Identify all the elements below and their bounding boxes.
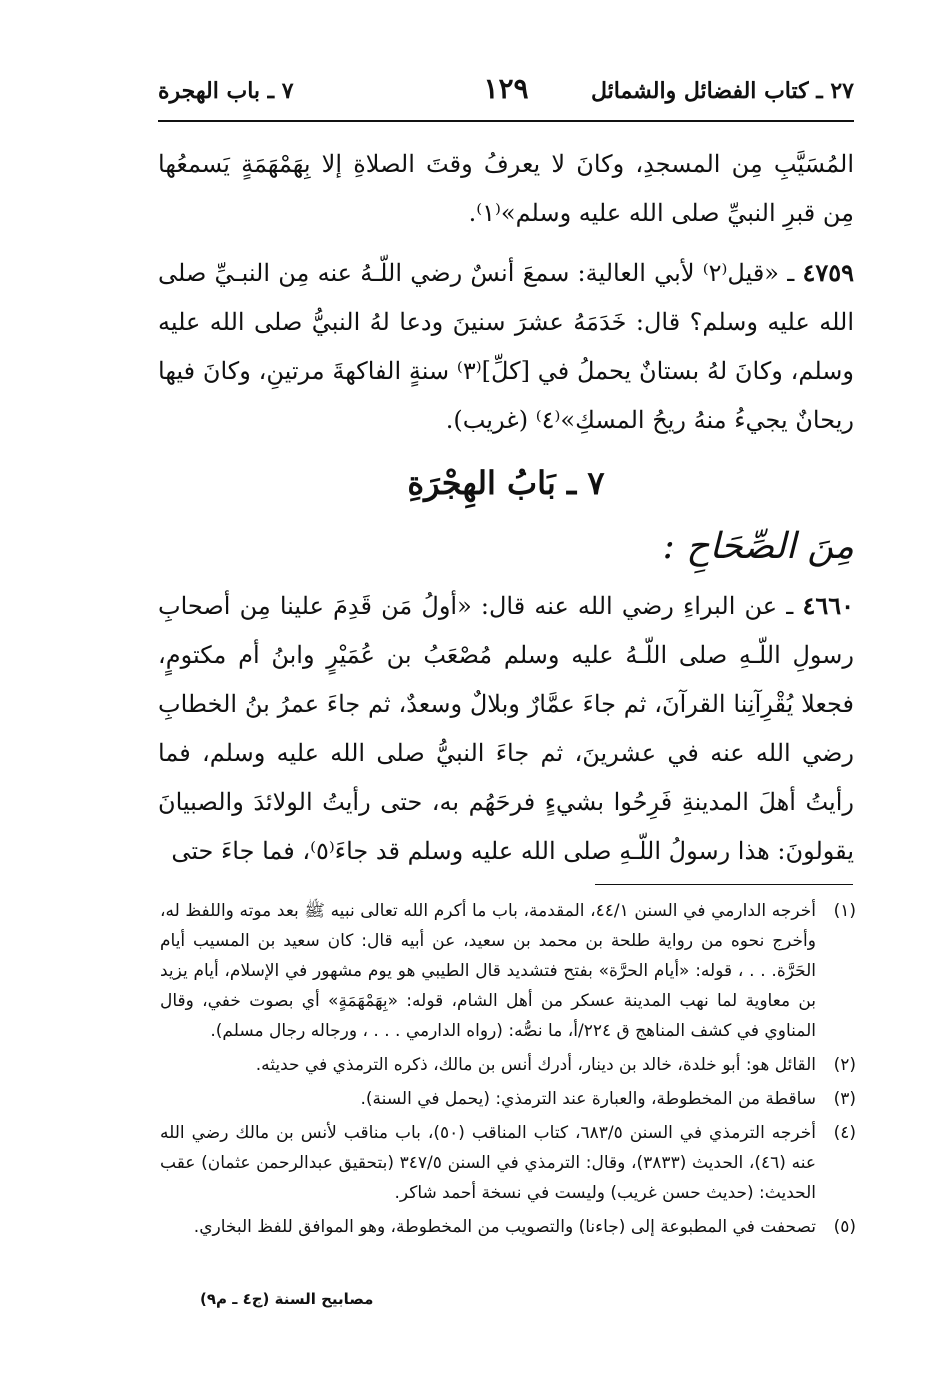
header-chapter-title: ٧ ـ باب الهجرة (158, 78, 294, 104)
footnote (160, 896, 856, 1046)
hadith-4759 (158, 248, 854, 445)
footnote-number: (٤) (833, 1123, 856, 1143)
footnote-text: أخرجه الترمذي في السنن ٦٨٣/٥، كتاب المناقب (٥٠)، باب مناقب لأنس بن مالك رضي الله عنه (٤٦)، الحديث (٣٨٣٣)، وقال: الترمذي في السنن ٣٤٧/٥ (بتحقيق عبدالرحمن عثمان) عقب الحديث: (حديث حسن غريب) وليست في نسخة أحمد شاكر. (160, 1123, 816, 1203)
footnote-number: (٢) (833, 1055, 856, 1075)
footnote (160, 1212, 856, 1242)
footnote-text: القائل هو: أبو خلدة، خالد بن دينار، أدرك أنس بن مالك، ذكره الترمذي في حديثه. (255, 1055, 816, 1075)
hadith-number: ٤٧٥٩ (802, 258, 854, 287)
footnote (160, 1118, 856, 1208)
hadith-text: ـ «قيل⁽٢⁾ لأبي العالية: سمعَ أنسٌ رضي اللّـهُ عنه مِن النبـيِّ صلى الله عليه وسلم؟ قال: خَدَمَهُ عشرَ سنينَ ودعا لهُ النبيُّ صلى الله عليه وسلم، وكانَ لهُ بستانٌ يحملُ في [كلِّ]⁽٣⁾ سنةٍ الفاكهةَ مرتينِ، وكانَ فيها ريحانٌ يجيءُ منهُ ريحُ المسكِ»⁽٤⁾ (غريب). (158, 259, 855, 434)
footnote-number: (٣) (833, 1089, 856, 1109)
footnote-number: (٥) (833, 1217, 856, 1237)
main-text (158, 140, 854, 876)
footnote-number: (١) (833, 901, 856, 921)
chapter-heading: ٧ ـ بَابُ الهِجْرَةِ (407, 464, 605, 502)
header-divider (158, 120, 854, 122)
footnote (160, 1084, 856, 1114)
hadith-text: ـ عن البراءِ رضي الله عنه قال: «أولُ مَن قَدِمَ علينا مِن أصحابِ رسولِ اللّـهِ صلى اللّـهُ عليه وسلم مُصْعَبُ بن عُمَيْرٍ وابنُ أم مكتومٍ، فجعلا يُقْرِآنِنا القرآنَ، ثم جاءَ عمَّارٌ وبلالٌ وسعدٌ، ثم جاءَ عمرُ بنُ الخطابِ رضي الله عنه في عشرينَ، ثم جاءَ النبيُّ صلى الله عليه وسلم، فما رأيتُ أهلَ المدينةِ فَرِحُوا بشيءٍ فرحَهُم به، حتى رأيتُ الولائدَ والصبيانَ يقولونَ: هذا رسولُ اللّـهِ صلى الله عليه وسلم قد جاءَ⁽٥⁾، فما جاءَ حتى (158, 592, 854, 865)
footnotes (160, 896, 856, 1246)
footnote-text: ساقطة من المخطوطة، والعبارة عند الترمذي: (يحمل في السنة). (360, 1089, 816, 1109)
footnote-text: أخرجه الدارمي في السنن ٤٤/١، المقدمة، باب ما أكرم الله تعالى نبيه ﷺ بعد موته واللفظ له، وأخرج نحوه من رواية طلحة بن محمد بن سعيد، عن أبيه قال: كان سعيد بن المسيب أيام الحَرَّة. . . ، قوله: «أيام الحرَّة» بفتح فتشديد قال الطيبي هو يوم مشهور في الإسلام، أيام يزيد بن معاوية لما نهب المدينة عسكر من أهل الشام، قوله: «بِهَمْهَمَةٍ» أي بصوت خفي، وقال المناوي في كشف المناهج ق ٢٢٤/أ، ما نصُّه: (رواه الدارمي . . . ، ورجاله رجال مسلم). (160, 901, 817, 1041)
section-label: مِنَ الصِّحَاحِ : (662, 526, 854, 567)
hadith-number: ٤٦٦٠ (802, 591, 854, 620)
hadith-4660 (158, 581, 854, 876)
signature-line: مصابيح السنة (ج٤ ـ م٩) (200, 1290, 374, 1308)
footnote (160, 1050, 856, 1080)
footnote-text: تصحفت في المطبوعة إلى (جاءنا) والتصويب من المخطوطة، وهو الموافق للفظ البخاري. (193, 1217, 816, 1237)
page-number: ١٢٩ (483, 72, 529, 105)
footnote-divider (595, 884, 853, 885)
paragraph-continuation: المُسَيَّبِ مِن المسجدِ، وكانَ لا يعرفُ وقتَ الصلاةِ إلا بِهَمْهَمَةٍ يَسمعُها مِن قبرِ النبيِّ صلى الله عليه وسلم»⁽١⁾. (158, 150, 854, 227)
running-header (158, 72, 854, 114)
header-book-title: ٢٧ ـ كتاب الفضائل والشمائل (590, 78, 854, 104)
